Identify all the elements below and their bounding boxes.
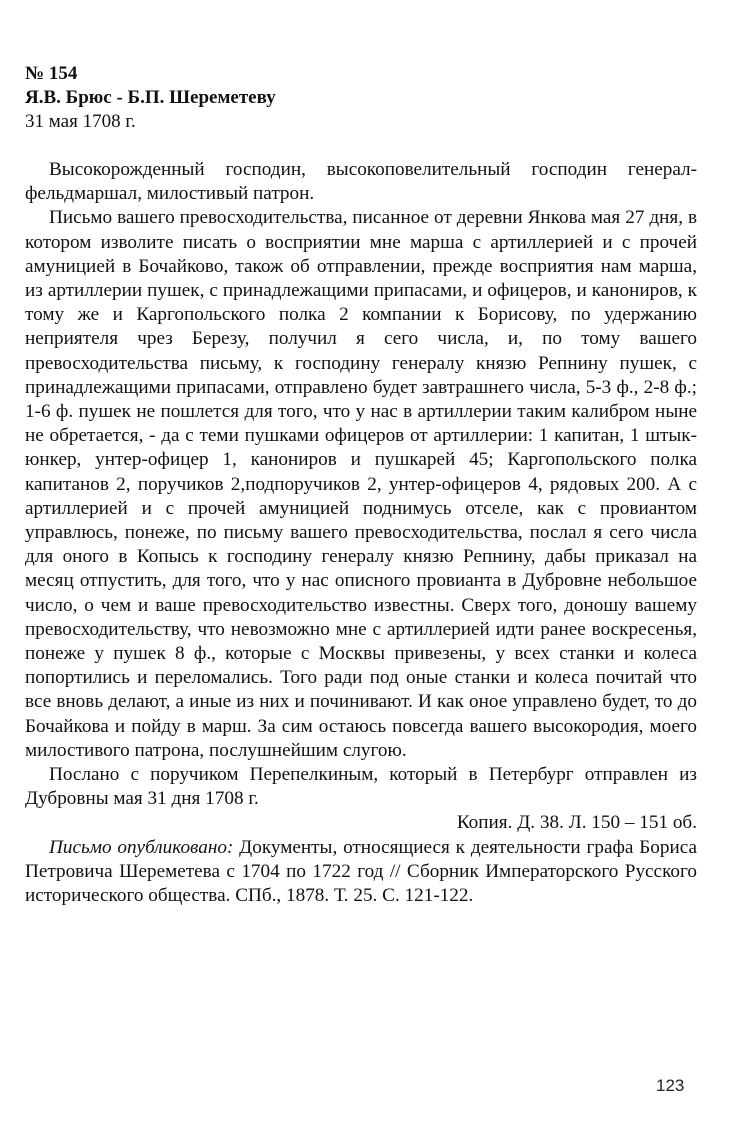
publication-text: Документы, относящиеся к деятельности графа Бориса Петровича Шереметева с 1704 по 1722 год // Сборник Императорского Русского исторического общества. СПб., 1878. Т. 25. С. 121-122. (25, 836, 697, 907)
document-heading: Я.В. Брюс - Б.П. Шереметеву (25, 87, 276, 108)
document-body (25, 158, 697, 908)
publication-label: Письмо опубликовано: (49, 836, 234, 858)
document-number: № 154 (25, 63, 78, 84)
salutation-paragraph: Высокорожденный господин, высокоповелительный господин генерал-фельдмаршал, милостивый патрон. (25, 159, 697, 205)
document-page (25, 62, 697, 908)
letter-paragraph: Письмо вашего превосходительства, писанное от деревни Янкова мая 27 дня, в котором изволите писать о восприятии мне марша с артиллерией и с прочей амуницией в Бочайково, також об отправлении, прежде восприятия нам марша, из артиллерии пушек, с принадлежащими припасами, и офицеров, и канониров, к тому же и Каргопольского полка 2 компании к Борисову, по удержанию неприятеля чрез Березу, получил я сего числа, и, по тому вашего превосходительства письму, к господину генералу князю Репнину пушек, с принадлежащими припасами, отправлено будет завтрашнего числа, 5-3 ф., 2-8 ф.; 1-6 ф. пушек не пошлется для того, что у нас в артиллерии таким калибром ныне не обретается, - да с теми пушками офицеров от артиллерии: 1 капитан, 1 штык-юнкер, унтер-офицер 1, канониров и пушкарей 45; Каргопольского полка капитанов 2, поручиков 2,подпоручиков 2, унтер-офицеров 4, рядовых 200. А с артиллерией и с прочей амуницией поднимусь отселе, как с провиантом управлюсь, понеже, по письму вашего превосходительства, послал я сего числа для оного в Копысь к господину генералу князю Репнину, дабы приказал на месяц отпустить, для того, что у нас описного провианта в Дубровне небольшое число, о чем и ваше превосходительство известны. Сверх того, доношу вашему превосходительству, что невозможно мне с артиллерией идти ранее воскресенья, понеже у пушек 8 ф., которые с Москвы привезены, у всех станки и колеса попортились и переломались. Того ради под оные станки и колеса почитай что все вновь делают, а иные из них и починивают. И как оное управлено будет, то до Бочайкова и пойду в марш. За сим остаюсь повсегда вашего высокородия, моего милостивого патрона, послушнейшим слугою. (25, 207, 697, 761)
publication-note (25, 836, 697, 909)
dispatch-note-paragraph: Послано с поручиком Перепелкиным, который в Петербург отправлен из Дубровны мая 31 дня 1708 г. (25, 764, 697, 810)
archive-citation: Копия. Д. 38. Л. 150 – 151 об. (456, 812, 697, 834)
page-number: 123 (656, 1076, 685, 1095)
document-date: 31 мая 1708 г. (25, 111, 136, 132)
